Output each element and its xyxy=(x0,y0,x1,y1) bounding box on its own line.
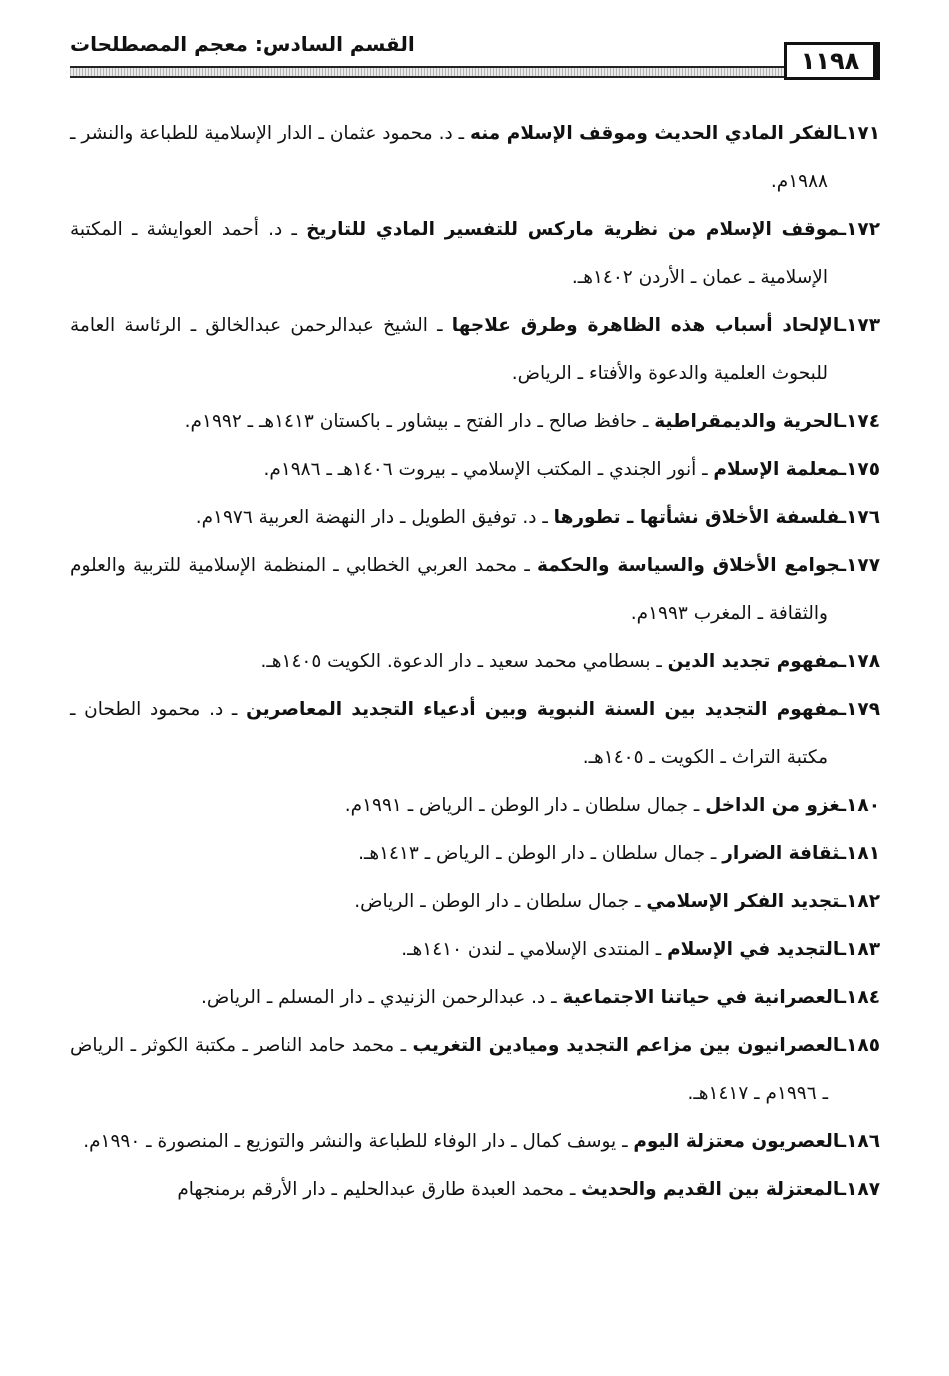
entry-details: ـ جمال سلطان ـ دار الوطن ـ الرياض. xyxy=(354,891,647,912)
entry-number: ١٧٢ـ xyxy=(839,219,880,240)
entry-title: العصرانيون بين مزاعم التجديد وميادين التغريب xyxy=(412,1035,840,1056)
entry-details: ـ جمال سلطان ـ دار الوطن ـ الرياض ـ ١٩٩١م. xyxy=(344,795,706,816)
entry-details: ـ د. محمود عثمان ـ الدار الإسلامية للطباعة والنشر ـ ١٩٨٨م. xyxy=(70,123,828,192)
entry-number: ١٧١ـ xyxy=(839,123,880,144)
entry-number: ١٨٧ـ xyxy=(839,1179,880,1200)
entry-title: الإلحاد أسباب هذه الظاهرة وطرق علاجها xyxy=(451,315,840,336)
bibliography-entry xyxy=(70,1118,880,1166)
bibliography-entry xyxy=(70,494,880,542)
entry-number: ١٧٥ـ xyxy=(839,459,880,480)
bibliography-entry xyxy=(70,1166,880,1214)
entry-title: ثقافة الضرار xyxy=(722,843,840,864)
entry-details: ـ د. عبدالرحمن الزنيدي ـ دار المسلم ـ الرياض. xyxy=(200,987,563,1008)
header-rule xyxy=(70,66,786,78)
bibliography-entry xyxy=(70,878,880,926)
entry-details: ـ د. محمود الطحان ـ مكتبة التراث ـ الكويت ـ ١٤٠٥هـ. xyxy=(70,699,828,768)
entry-number: ١٨٦ـ xyxy=(839,1131,880,1152)
bibliography-entry xyxy=(70,206,880,302)
entry-details: ـ حافظ صالح ـ دار الفتح ـ بيشاور ـ باكستان ١٤١٣هـ ـ ١٩٩٢م. xyxy=(184,411,655,432)
entry-number: ١٧٦ـ xyxy=(839,507,880,528)
bibliography-entry xyxy=(70,446,880,494)
bibliography-entry xyxy=(70,974,880,1022)
bibliography-entry xyxy=(70,1022,880,1118)
entry-details: ـ أنور الجندي ـ المكتب الإسلامي ـ بيروت ١٤٠٦هـ ـ ١٩٨٦م. xyxy=(263,459,714,480)
entry-details: ـ محمد العبدة طارق عبدالحليم ـ دار الأرقم برمنجهام xyxy=(177,1179,582,1200)
entry-details: ـ د. توفيق الطويل ـ دار النهضة العربية ١٩٧٦م. xyxy=(195,507,554,528)
entry-number: ١٨٣ـ xyxy=(839,939,880,960)
bibliography-list xyxy=(70,110,880,1214)
entry-title: جوامع الأخلاق والسياسة والحكمة xyxy=(537,555,840,576)
entry-number: ١٨٤ـ xyxy=(839,987,880,1008)
entry-title: مفهوم التجديد بين السنة النبوية وبين أدعياء التجديد المعاصرين xyxy=(246,699,840,720)
bibliography-entry xyxy=(70,398,880,446)
bibliography-entry xyxy=(70,830,880,878)
entry-title: موقف الإسلام من نظرية ماركس للتفسير المادي للتاريخ xyxy=(306,219,840,240)
bibliography-entry xyxy=(70,926,880,974)
entry-title: العصريون معتزلة اليوم xyxy=(633,1131,840,1152)
entry-title: المعتزلة بين القديم والحديث xyxy=(581,1179,840,1200)
entry-title: الحرية والديمقراطية xyxy=(654,411,840,432)
entry-details: ـ المنتدى الإسلامي ـ لندن ١٤١٠هـ. xyxy=(401,939,668,960)
entry-details: ـ بسطامي محمد سعيد ـ دار الدعوة. الكويت ١٤٠٥هـ. xyxy=(260,651,668,672)
entry-details: ـ محمد حامد الناصر ـ مكتبة الكوثر ـ الرياض ـ ١٩٩٦م ـ ١٤١٧هـ. xyxy=(70,1035,828,1104)
bibliography-entry xyxy=(70,686,880,782)
entry-title: العصرانية في حياتنا الاجتماعية xyxy=(562,987,840,1008)
entry-details: ـ محمد العربي الخطابي ـ المنظمة الإسلامية للتربية والعلوم والثقافة ـ المغرب ١٩٩٣م. xyxy=(70,555,828,624)
entry-title: الفكر المادي الحديث وموقف الإسلام منه xyxy=(470,123,840,144)
entry-title: معلمة الإسلام xyxy=(713,459,840,480)
entry-details: ـ الشيخ عبدالرحمن عبدالخالق ـ الرئاسة العامة للبحوث العلمية والدعوة والأفتاء ـ الرياض. xyxy=(70,315,828,384)
entry-title: فلسفة الأخلاق نشأتها ـ تطورها xyxy=(553,507,840,528)
entry-title: تجديد الفكر الإسلامي xyxy=(646,891,840,912)
entry-number: ١٧٤ـ xyxy=(839,411,880,432)
entry-number: ١٨٠ـ xyxy=(839,795,880,816)
entry-title: غزو من الداخل xyxy=(705,795,840,816)
entry-number: ١٨٢ـ xyxy=(839,891,880,912)
bibliography-entry xyxy=(70,302,880,398)
entry-details: ـ د. أحمد العوايشة ـ المكتبة الإسلامية ـ عمان ـ الأردن ١٤٠٢هـ. xyxy=(70,219,828,288)
entry-number: ١٧٧ـ xyxy=(839,555,880,576)
entry-number: ١٧٨ـ xyxy=(839,651,880,672)
entry-number: ١٧٩ـ xyxy=(839,699,880,720)
entry-number: ١٨١ـ xyxy=(839,843,880,864)
page-header xyxy=(70,28,880,88)
entry-details: ـ جمال سلطان ـ دار الوطن ـ الرياض ـ ١٤١٣هـ. xyxy=(358,843,723,864)
bibliography-entry xyxy=(70,110,880,206)
bibliography-entry xyxy=(70,638,880,686)
entry-number: ١٧٣ـ xyxy=(839,315,880,336)
entry-number: ١٨٥ـ xyxy=(839,1035,880,1056)
entry-title: مفهوم تجديد الدين xyxy=(667,651,840,672)
entry-details: ـ يوسف كمال ـ دار الوفاء للطباعة والنشر والتوزيع ـ المنصورة ـ ١٩٩٠م. xyxy=(83,1131,634,1152)
entry-title: التجديد في الإسلام xyxy=(667,939,840,960)
bibliography-entry xyxy=(70,782,880,830)
section-title: القسم السادس: معجم المصطلحات xyxy=(70,32,415,56)
page-number: ١١٩٨ xyxy=(784,42,880,80)
bibliography-entry xyxy=(70,542,880,638)
